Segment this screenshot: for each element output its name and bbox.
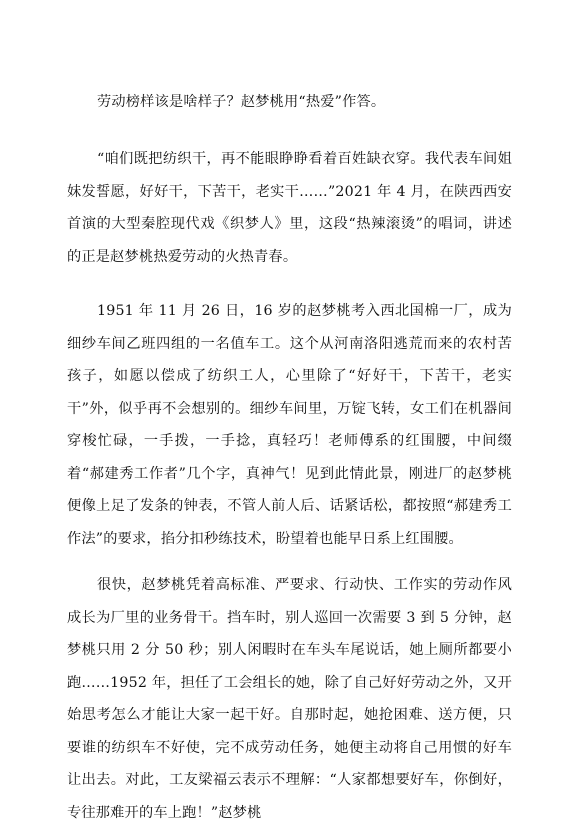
paragraph-intro: 劳动榜样该是啥样子？赵梦桃用“热爱”作答。 — [97, 94, 386, 110]
paragraph-opera-lyrics: “咱们既把纺织干，再不能眼睁睁看着百姓缺衣穿。我代表车间姐妹发誓愿，好好干，下苦干，老实干……”2021 年 4 月，在陕西西安首演的大型秦腔现代戏《织梦人》里，这段“热辣滚烫”的唱词，讲述的正是赵梦桃热爱劳动的火热青春。 — [67, 151, 512, 265]
paragraph-joining-factory: 1951 年 11 月 26 日，16 岁的赵梦桃考入西北国棉一厂，成为细纱车间乙班四组的一名值车工。这个从河南洛阳逃荒而来的农村苦孩子，如愿以偿成了纺织工人，心里除了“好好干，下苦干，老实干”外，似乎再不会想别的。细纱车间里，万锭飞转，女工们在机器间穿梭忙碌，一手拨，一手捻，真轻巧！老师傅系的红围腰，中间缀着“郝建秀工作者”几个字，真神气！见到此情此景，刚进厂的赵梦桃便像上足了发条的钟表，不管人前人后、话紧话松，都按照“郝建秀工作法”的要求，掐分扣秒练技术，盼望着也能早日系上红围腰。 — [67, 303, 512, 547]
paragraph-growth: 很快，赵梦桃凭着高标准、严要求、行动快、工作实的劳动作风成长为厂里的业务骨干。挡车时，别人巡回一次需要 3 到 5 分钟，赵梦桃只用 2 分 50 秒；别人闲暇时在车头车尾说话，她上厕所都要小跑……1952 年，担任了工会组长的她，除了自己好好劳动之外，又开始思考怎么才能让大家一起干好。自那时起，她抢困难、送方便，只要谁的纺织车不好使，完不成劳动任务，她便主动将自己用惯的好车让出去。对此，工友梁福云表示不理解：“人家都想要好车，你倒好，专往那难开的车上跑！”赵梦桃 — [67, 577, 512, 821]
